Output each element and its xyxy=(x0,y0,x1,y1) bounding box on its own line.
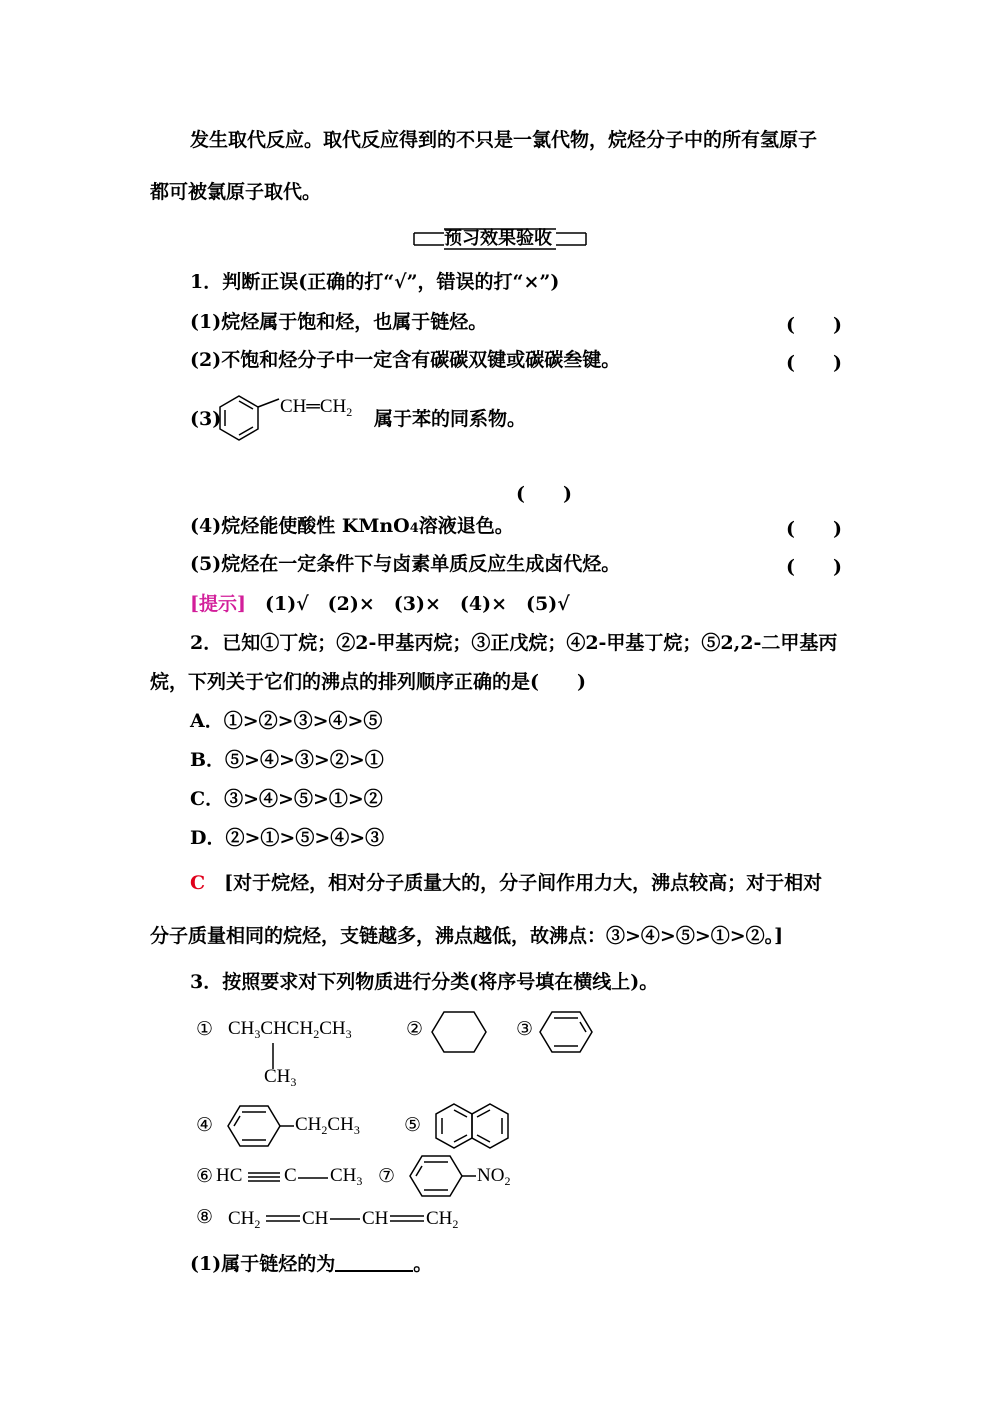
q1-item-1: (1)烷烃属于饱和烃，也属于链烃。 xyxy=(190,311,488,333)
q1-item-5: (5)烷烃在一定条件下与卤素单质反应生成卤代烃。 xyxy=(190,553,621,575)
c4-sub-a: 2 xyxy=(321,1123,328,1137)
c7-sub: 2 xyxy=(504,1174,511,1188)
nitrobenzene-ring xyxy=(410,1154,486,1198)
answer-blank[interactable] xyxy=(335,1252,413,1272)
label-6: ⑥ xyxy=(196,1166,214,1187)
compound-8-c: CH xyxy=(362,1208,389,1229)
hint-answers: (1)√ (2)× (3)× (4)× (5)√ xyxy=(265,593,570,615)
intro-line-1: 发生取代反应。取代反应得到的不只是一氯代物，烷烃分子中的所有氢原子 xyxy=(190,129,818,151)
q1-hint xyxy=(190,592,570,616)
c8-sub-d: 2 xyxy=(452,1217,459,1231)
compound-1 xyxy=(228,1018,352,1042)
q1-item-3-paren: ( ) xyxy=(516,483,572,505)
compound-6-hc: HC xyxy=(216,1165,243,1186)
label-4: ④ xyxy=(196,1115,214,1136)
q1-item-4-sub: 4 xyxy=(409,521,419,536)
compound-4 xyxy=(295,1114,360,1138)
compound-7 xyxy=(477,1165,510,1189)
styrene-sub: 2 xyxy=(346,405,353,419)
c8-a: CH xyxy=(228,1208,255,1229)
intro-line-2: 都可被氯原子取代。 xyxy=(150,181,322,203)
benzene-ring xyxy=(540,1010,592,1054)
styrene-benzene-ring xyxy=(215,393,265,443)
label-8: ⑧ xyxy=(196,1207,214,1228)
c6-ch: CH xyxy=(330,1165,357,1186)
double-bond-1 xyxy=(266,1214,300,1222)
single-bond-8 xyxy=(330,1217,360,1221)
q2-option-a: A．①>②>③>④>⑤ xyxy=(190,710,383,732)
q1-item-2: (2)不饱和烃分子中一定含有碳碳双键或碳碳叁键。 xyxy=(190,349,621,371)
compound-8-a xyxy=(228,1208,260,1232)
ethylbenzene-ring xyxy=(228,1104,294,1148)
q2-option-c: C．③>④>⑤>①>② xyxy=(190,788,383,810)
cyclohexane-ring xyxy=(432,1010,492,1054)
label-7: ⑦ xyxy=(378,1166,396,1187)
q2-option-b: B．⑤>④>③>②>① xyxy=(190,749,384,771)
banner-title: 预习效果验收 xyxy=(444,228,552,249)
q1-item-3-label: (3) xyxy=(190,408,222,430)
single-bond-6 xyxy=(298,1176,328,1180)
c1-sub-c: 3 xyxy=(345,1027,352,1041)
q1-item-2-paren: ( ) xyxy=(786,352,842,374)
q1-item-5-paren: ( ) xyxy=(786,556,842,578)
q3-sub-1-text: (1)属于链烃的为 xyxy=(190,1253,336,1275)
q2-explanation-text: [对于烷烃，相对分子质量大的，分子间作用力大，沸点较高；对于相对 xyxy=(224,872,823,894)
q1-title: 1．判断正误(正确的打“√”，错误的打“×”) xyxy=(190,271,560,293)
c4-ch2: CH xyxy=(327,1114,354,1135)
c1-sub-a: 3 xyxy=(254,1027,261,1041)
c6-sub: 3 xyxy=(356,1174,363,1188)
c1-ch: CH xyxy=(228,1018,255,1039)
q1-item-4-suffix: 溶液退色。 xyxy=(418,515,514,537)
label-5: ⑤ xyxy=(404,1115,422,1136)
q2-stem-2: 烷，下列关于它们的沸点的排列顺序正确的是( ) xyxy=(150,671,586,693)
compound-1-branch xyxy=(264,1066,296,1090)
q1-item-4-text: (4)烷烃能使酸性 KMnO xyxy=(190,515,410,537)
c1-tail: CH xyxy=(319,1018,346,1039)
c1-branch-ch: CH xyxy=(264,1066,291,1087)
q2-stem-1: 2．已知①丁烷；②2-甲基丙烷；③正戊烷；④2-甲基丁烷；⑤2,2-二甲基丙 xyxy=(190,632,838,654)
q2-answer: C xyxy=(190,872,206,894)
q3-stem: 3．按照要求对下列物质进行分类(将序号填在横线上)。 xyxy=(190,971,659,993)
c1-branch-sub: 3 xyxy=(290,1075,297,1089)
compound-8-d xyxy=(426,1208,458,1232)
section-banner xyxy=(414,227,586,251)
q2-option-d: D．②>①>⑤>④>③ xyxy=(190,827,385,849)
c8-d: CH xyxy=(426,1208,453,1229)
c7-no: NO xyxy=(477,1165,505,1186)
q1-item-1-paren: ( ) xyxy=(786,314,842,336)
c1-sub-b: 2 xyxy=(313,1027,320,1041)
q1-item-4 xyxy=(190,514,514,541)
styrene-formula-text: CH═CH xyxy=(280,396,347,417)
naphthalene-rings xyxy=(434,1102,514,1150)
triple-bond xyxy=(246,1171,282,1183)
double-bond-2 xyxy=(390,1214,424,1222)
styrene-formula xyxy=(280,396,352,420)
c4-sub-b: 3 xyxy=(353,1123,360,1137)
compound-6-c: C xyxy=(284,1165,297,1186)
q1-item-4-paren: ( ) xyxy=(786,518,842,540)
q1-item-3-text: 属于苯的同系物。 xyxy=(374,408,527,430)
compound-6-ch3 xyxy=(330,1165,362,1189)
q2-explanation-1 xyxy=(190,871,822,895)
compound-8-b: CH xyxy=(302,1208,329,1229)
c8-sub-a: 2 xyxy=(254,1217,261,1231)
hint-label: [提示] xyxy=(190,593,246,615)
label-1: ① xyxy=(196,1019,214,1040)
c4-ch: CH xyxy=(295,1114,322,1135)
q3-sub-1-end: 。 xyxy=(413,1253,433,1275)
label-2: ② xyxy=(406,1019,424,1040)
q2-explanation-2: 分子质量相同的烷烃，支链越多，沸点越低，故沸点：③>④>⑤>①>②。] xyxy=(150,925,784,947)
label-3: ③ xyxy=(516,1019,534,1040)
c1-chch: CHCH xyxy=(260,1018,314,1039)
q3-sub-1 xyxy=(190,1252,432,1276)
